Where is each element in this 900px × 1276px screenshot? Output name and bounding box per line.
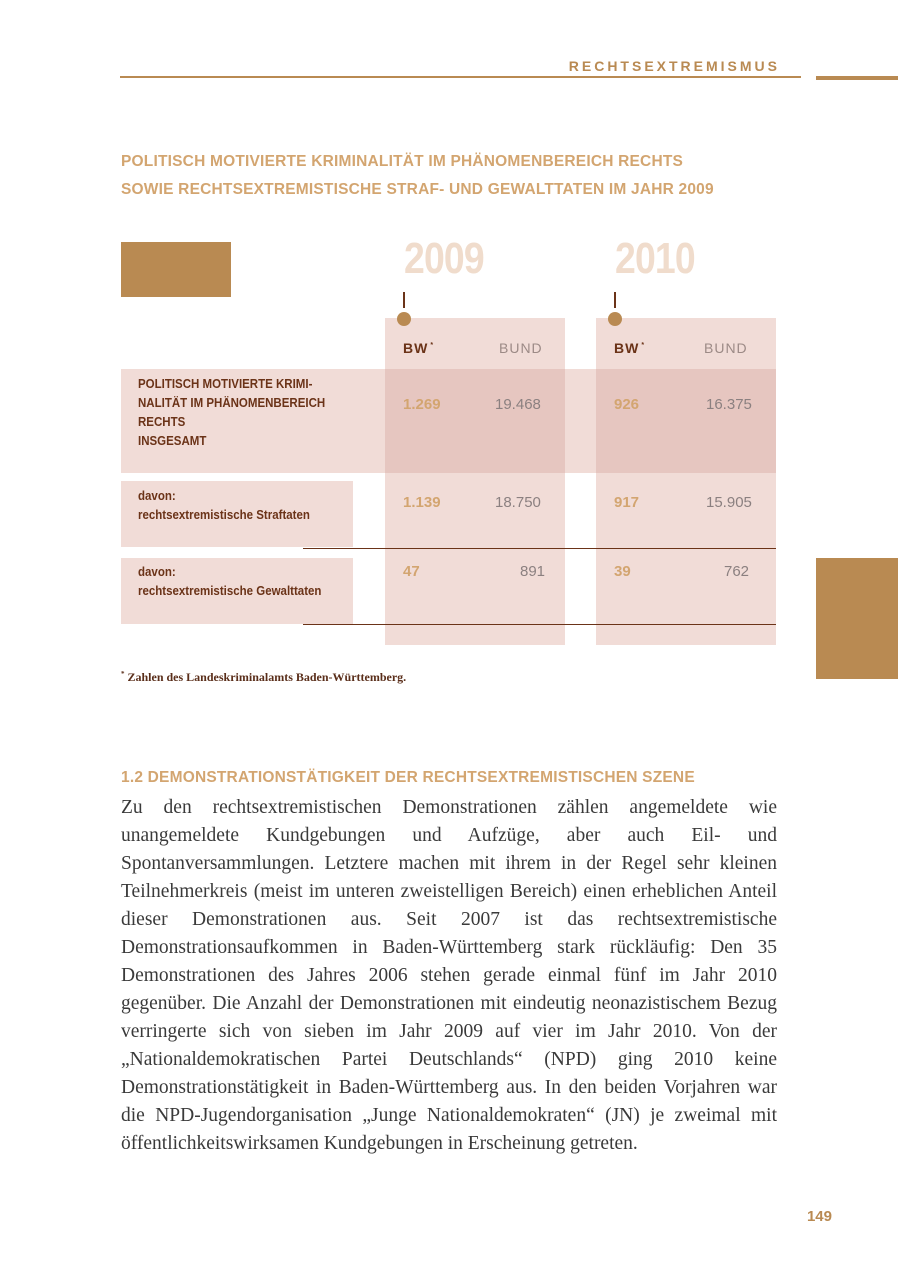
year-label-2009: 2009 [404,234,484,283]
header-rule-accent [816,76,898,80]
year-label-2010: 2010 [615,234,695,283]
section-body-text: Zu den rechtsextremistischen Demonstrationen zählen angemeldete wie unangemeldete Kundgebungen und Aufzüge, aber auch Eil- und Spontanversammlungen. Letztere machen mit ihrem in der Regel sehr kleinen Teilnehmerkreis (meist im unteren zweistelligen Bereich) einen erheblichen Anteil dieser Demonstrationen aus. Seit 2007 ist das rechtsextremistische Demonstrationsaufkommen in Baden-Württemberg stark rückläufig: Den 35 Demonstrationen des Jahres 2006 stehen gerade einmal fünf im Jahr 2010 gegenüber. Die Anzahl der Demonstrationen mit eindeutig neonazistischem Bezug verringerte sich von sieben im Jahr 2009 auf vier im Jahr 2010. Von der „Nationaldemokratischen Partei Deutschlands“ (NPD) ging 2010 keine Demonstrationstätigkeit in Baden-Württemberg aus. In den beiden Vorjahren war die NPD-Jugendorganisation „Junge Nationaldemokraten“ (JN) je zweimal mit öffentlichkeitswirksamen Kundgebungen in Erscheinung getreten. [121,797,777,1154]
row-1-label: POLITISCH MOTIVIERTE KRIMI- NALITÄT IM PHÄNOMENBEREICH RECHTS INSGESAMT [138,377,326,448]
table-footnote: * Zahlen des Landeskriminalamts Baden-Württemberg. [121,670,407,684]
column-header-bund-2010: BUND [704,340,748,356]
running-header-title: RECHTSEXTREMISMUS [568,58,780,74]
year-marker-dot-2010 [608,312,622,326]
column-header-bw-2010: BW * [614,340,646,356]
row-separator-1 [303,548,776,549]
column-2010-background [596,318,776,645]
row-separator-2 [303,624,776,625]
header-rule [120,76,801,78]
row-2-label: davon: rechtsextremistische Straftaten [138,489,310,522]
year-marker-tick-2010 [614,292,616,308]
year-marker-dot-2009 [397,312,411,326]
row-2-bw-2009: 1.139 [403,494,441,511]
row-1-gap-background [565,369,596,473]
chapter-side-tab [816,558,898,679]
row-2-bw-2010: 917 [614,494,640,511]
row-3-label: davon: rechtsextremistische Gewalttaten [138,565,322,598]
table-title-line-2: SOWIE RECHTSEXTREMISTISCHE STRAF- UND GEWALTTATEN IM JAHR 2009 [121,181,714,198]
row-1-bund-2010: 16.375 [706,396,752,413]
table-title-line-1: POLITISCH MOTIVIERTE KRIMINALITÄT IM PHÄNOMENBEREICH RECHTS [121,153,684,170]
row-3-bw-2010: 39 [614,563,631,580]
row-1-2009-highlight [385,369,565,473]
page-number: 149 [806,1208,832,1225]
row-1-bw-2009: 1.269 [403,396,441,413]
row-1-2010-highlight [596,369,776,473]
row-1-bund-2009: 19.468 [495,396,541,413]
row-3-bund-2009: 891 [520,563,546,580]
row-1-bw-2010: 926 [614,396,640,413]
row-3-bund-2010: 762 [724,563,750,580]
column-header-bund-2009: BUND [499,340,543,356]
column-header-bw-2009: BW * [403,340,435,356]
column-2009-background [385,318,565,645]
legend-color-box [121,242,231,297]
row-2-bund-2010: 15.905 [706,494,752,511]
row-2-bund-2009: 18.750 [495,494,541,511]
row-3-bw-2009: 47 [403,563,420,580]
year-marker-tick-2009 [403,292,405,308]
section-heading: 1.2 DEMONSTRATIONSTÄTIGKEIT DER RECHTSEXTREMISTISCHEN SZENE [121,769,695,786]
